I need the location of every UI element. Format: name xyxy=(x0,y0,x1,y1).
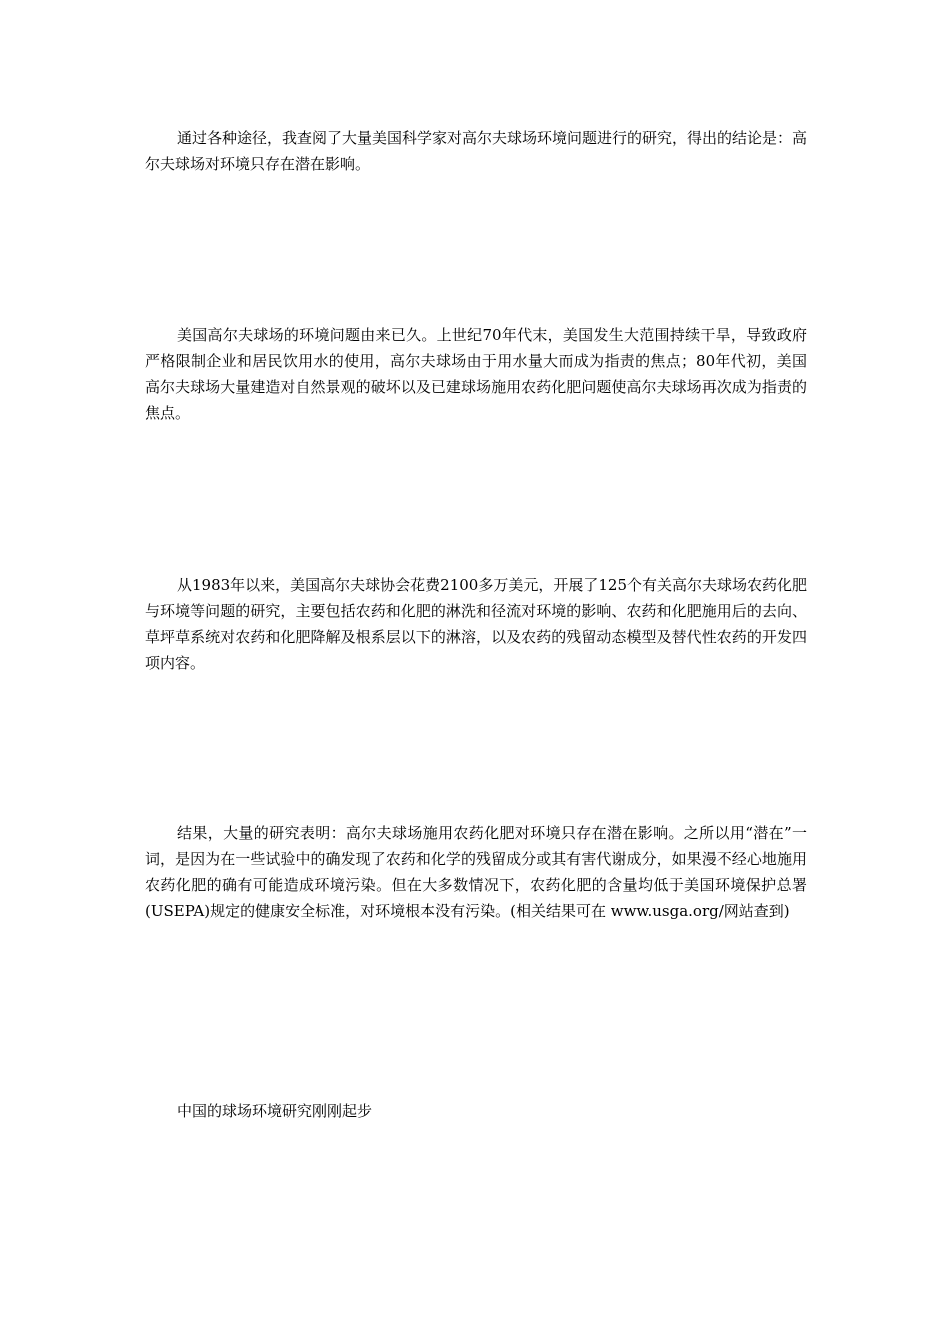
paragraph-research-results: 结果，大量的研究表明：高尔夫球场施用农药化肥对环境只存在潜在影响。之所以用“潜在”一词，是因为在一些试验中的确发现了农药和化学的残留成分或其有害代谢成分，如果漫不经心地施用农药化肥的确有可能造成环境污染。但在大多数情况下，农药化肥的含量均低于美国环境保护总署(USEPA)规定的健康安全标准，对环境根本没有污染。(相关结果可在 www.usga.org/网站查到) xyxy=(145,824,807,920)
paragraph-china-heading: 中国的球场环境研究刚刚起步 xyxy=(177,1102,373,1120)
paragraph-usga-research: 从1983年以来，美国高尔夫球协会花费2100多万美元，开展了125个有关高尔夫球场农药化肥与环境等问题的研究，主要包括农药和化肥的淋洗和径流对环境的影响、农药和化肥施用后的去向、草坪草系统对农药和化肥降解及根系层以下的淋溶，以及农药的残留动态模型及替代性农药的开发四项内容。 xyxy=(145,576,807,672)
paragraph-intro-conclusion: 通过各种途径，我查阅了大量美国科学家对高尔夫球场环境问题进行的研究，得出的结论是：高尔夫球场对环境只存在潜在影响。 xyxy=(145,129,808,173)
paragraph-history: 美国高尔夫球场的环境问题由来已久。上世纪70年代末，美国发生大范围持续干旱，导致政府严格限制企业和居民饮用水的使用，高尔夫球场由于用水量大而成为指责的焦点；80年代初，美国高尔夫球场大量建造对自然景观的破坏以及已建球场施用农药化肥问题使高尔夫球场再次成为指责的焦点。 xyxy=(145,326,807,422)
